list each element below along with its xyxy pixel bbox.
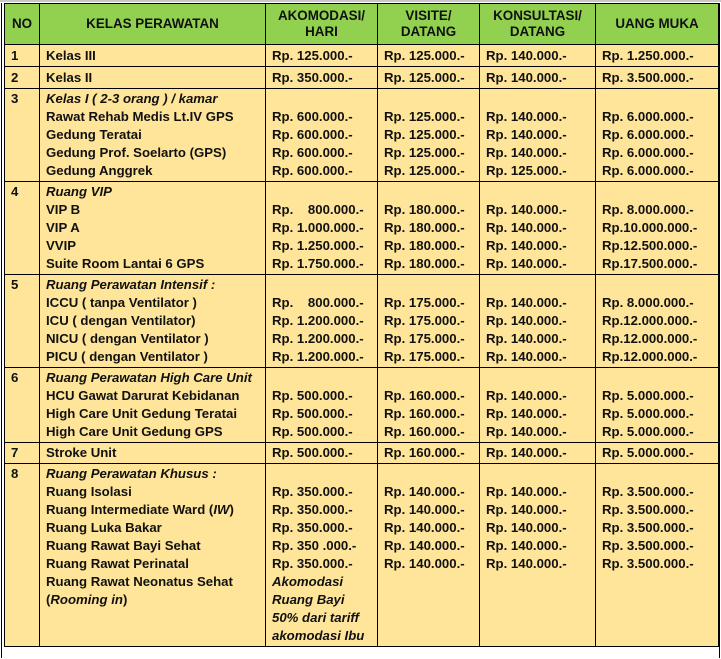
row-akomodasi: Rp. 125.000.- [266, 45, 378, 67]
row-uang-muka-cell [596, 275, 719, 368]
row-konsultasi: Rp. 140.000.- [480, 67, 596, 89]
header-uang-muka: UANG MUKA [596, 4, 719, 45]
item-konsultasi: Rp. 125.000.- [486, 163, 567, 178]
item-akomodasi: Rp. 600.000.- [272, 145, 353, 160]
item-name: Gedung Teratai [46, 127, 142, 142]
row-akomodasi-cell [266, 275, 378, 368]
item-konsultasi: Rp. 140.000.- [486, 331, 567, 346]
item-akomodasi: Rp. 1.750.000.- [272, 256, 364, 271]
item-name: VVIP [46, 238, 77, 253]
row-konsultasi-cell [480, 464, 596, 647]
item-visite: Rp. 180.000.- [384, 256, 465, 271]
header-konsultasi [480, 4, 596, 45]
item-konsultasi: Rp. 140.000.- [486, 388, 567, 403]
row-uang-muka-cell [596, 89, 719, 182]
item-name-prefix: Ruang Intermediate Ward ( [46, 502, 214, 517]
item-akomodasi: Rp. 600.000.- [272, 163, 353, 178]
item-name: Ruang Rawat Neonatus Sehat [46, 574, 233, 589]
header-row [5, 4, 719, 45]
table-row-group [5, 368, 719, 443]
item-name: Gedung Prof. Soelarto (GPS) [46, 145, 227, 160]
header-kelas: KELAS PERAWATAN [40, 4, 266, 45]
item-visite: Rp. 175.000.- [384, 313, 465, 328]
item-konsultasi: Rp. 140.000.- [486, 349, 567, 364]
akomodasi-note: Ruang Bayi [272, 592, 345, 607]
item-uang-muka: Rp. 6.000.000.- [602, 145, 694, 160]
row-visite-cell [378, 275, 480, 368]
row-no: 8 [5, 464, 40, 647]
item-name: Ruang Luka Bakar [46, 520, 162, 535]
item-akomodasi: Rp. 1.200.000.- [272, 349, 364, 364]
row-konsultasi-cell [480, 368, 596, 443]
item-uang-muka: Rp. 5.000.000.- [602, 406, 694, 421]
group-title: Ruang Perawatan High Care Unit [46, 370, 252, 385]
row-uang-muka: Rp. 5.000.000.- [596, 443, 719, 464]
item-akomodasi: Rp. 350.000.- [272, 484, 353, 499]
item-visite: Rp. 160.000.- [384, 388, 465, 403]
row-akomodasi-cell [266, 182, 378, 275]
item-akomodasi: Rp. 350 .000.- [272, 538, 357, 553]
item-akomodasi: Rp. 1.000.000.- [272, 220, 364, 235]
item-konsultasi: Rp. 140.000.- [486, 256, 567, 271]
row-name-cell [40, 182, 266, 275]
item-name: VIP B [46, 202, 81, 217]
row-visite-cell [378, 464, 480, 647]
item-name [46, 501, 259, 519]
item-visite: Rp. 180.000.- [384, 202, 465, 217]
item-akomodasi: Rp. 600.000.- [272, 127, 353, 142]
header-akomodasi [266, 4, 378, 45]
item-akomodasi: Rp. 500.000.- [272, 406, 353, 421]
row-konsultasi: Rp. 140.000.- [480, 443, 596, 464]
item-name: HCU Gawat Darurat Kebidanan [46, 388, 240, 403]
header-visite-line1: VISITE/ [405, 8, 452, 23]
item-konsultasi: Rp. 140.000.- [486, 424, 567, 439]
group-title: Kelas I ( 2-3 orang ) / kamar [46, 91, 218, 106]
item-konsultasi: Rp. 140.000.- [486, 109, 567, 124]
outer-border-left [1, 3, 2, 658]
item-uang-muka: Rp. 3.500.000.- [602, 538, 694, 553]
row-visite: Rp. 160.000.- [378, 443, 480, 464]
item-akomodasi: Rp. 600.000.- [272, 109, 353, 124]
item-uang-muka: Rp. 6.000.000.- [602, 163, 694, 178]
row-visite: Rp. 125.000.- [378, 67, 480, 89]
header-akomodasi-line2: HARI [305, 24, 338, 39]
row-uang-muka-cell [596, 464, 719, 647]
item-visite: Rp. 125.000.- [384, 145, 465, 160]
item-visite: Rp. 140.000.- [384, 484, 465, 499]
row-akomodasi-cell [266, 464, 378, 647]
outer-border-right [719, 3, 720, 658]
item-konsultasi: Rp. 140.000.- [486, 556, 567, 571]
table-row [5, 67, 719, 89]
item-konsultasi: Rp. 140.000.- [486, 145, 567, 160]
item-name-italic: Rooming in [50, 592, 123, 607]
item-uang-muka: Rp.12.000.000.- [602, 313, 698, 328]
item-akomodasi: Rp. 1.200.000.- [272, 313, 364, 328]
item-uang-muka: Rp. 3.500.000.- [602, 484, 694, 499]
row-name: Stroke Unit [40, 443, 266, 464]
row-name-cell [40, 464, 266, 647]
item-konsultasi: Rp. 140.000.- [486, 127, 567, 142]
item-konsultasi: Rp. 140.000.- [486, 220, 567, 235]
item-visite: Rp. 180.000.- [384, 220, 465, 235]
row-visite-cell [378, 89, 480, 182]
group-title: Ruang Perawatan Intensif : [46, 277, 216, 292]
header-visite-line2: DATANG [400, 24, 457, 39]
row-konsultasi-cell [480, 182, 596, 275]
table-row-group [5, 275, 719, 368]
item-visite: Rp. 160.000.- [384, 424, 465, 439]
item-uang-muka: Rp.10.000.000.- [602, 220, 698, 235]
row-uang-muka: Rp. 3.500.000.- [596, 67, 719, 89]
item-konsultasi: Rp. 140.000.- [486, 202, 567, 217]
header-visite [378, 4, 480, 45]
item-konsultasi: Rp. 140.000.- [486, 406, 567, 421]
row-uang-muka-cell [596, 182, 719, 275]
table-row-group [5, 89, 719, 182]
item-uang-muka: Rp.12.500.000.- [602, 238, 698, 253]
row-no: 4 [5, 182, 40, 275]
row-no: 3 [5, 89, 40, 182]
item-uang-muka: Rp. 3.500.000.- [602, 520, 694, 535]
item-konsultasi: Rp. 140.000.- [486, 502, 567, 517]
item-name-line2 [46, 591, 259, 609]
item-visite: Rp. 175.000.- [384, 331, 465, 346]
item-uang-muka: Rp. 5.000.000.- [602, 388, 694, 403]
item-name: PICU ( dengan Ventilator ) [46, 349, 208, 364]
row-no: 6 [5, 368, 40, 443]
header-konsultasi-line2: DATANG [509, 24, 566, 39]
item-uang-muka: Rp. 3.500.000.- [602, 502, 694, 517]
item-visite: Rp. 175.000.- [384, 295, 465, 310]
item-akomodasi: Rp. 350.000.- [272, 502, 353, 517]
row-akomodasi-cell [266, 368, 378, 443]
item-visite: Rp. 140.000.- [384, 556, 465, 571]
row-akomodasi-cell [266, 89, 378, 182]
row-no: 2 [5, 67, 40, 89]
item-uang-muka: Rp. 3.500.000.- [602, 556, 694, 571]
item-uang-muka: Rp. 6.000.000.- [602, 127, 694, 142]
item-akomodasi: Rp. 1.250.000.- [272, 238, 364, 253]
item-akomodasi: Rp. 350.000.- [272, 520, 353, 535]
row-konsultasi: Rp. 140.000.- [480, 45, 596, 67]
item-visite: Rp. 160.000.- [384, 406, 465, 421]
tariff-table [4, 3, 719, 647]
item-visite: Rp. 125.000.- [384, 109, 465, 124]
row-no: 7 [5, 443, 40, 464]
item-name: Ruang Rawat Bayi Sehat [46, 538, 201, 553]
item-name: Ruang Isolasi [46, 484, 132, 499]
item-akomodasi: Rp. 350.000.- [272, 556, 353, 571]
item-name: ICCU ( tanpa Ventilator ) [46, 295, 197, 310]
item-akomodasi: Rp. 1.200.000.- [272, 331, 364, 346]
table-row [5, 443, 719, 464]
item-name: Rawat Rehab Medis Lt.IV GPS [46, 109, 234, 124]
header-akomodasi-line1: AKOMODASI/ [277, 8, 366, 23]
item-visite: Rp. 125.000.- [384, 127, 465, 142]
header-no: NO [5, 4, 40, 45]
item-akomodasi: Rp. 800.000.- [272, 202, 364, 217]
row-visite: Rp. 125.000.- [378, 45, 480, 67]
group-title: Ruang VIP [46, 184, 112, 199]
item-konsultasi: Rp. 140.000.- [486, 484, 567, 499]
row-uang-muka-cell [596, 368, 719, 443]
item-name: Suite Room Lantai 6 GPS [46, 256, 205, 271]
item-name: Gedung Anggrek [46, 163, 153, 178]
item-uang-muka: Rp. 8.000.000.- [602, 202, 694, 217]
row-name: Kelas II [40, 67, 266, 89]
item-visite: Rp. 140.000.- [384, 502, 465, 517]
item-konsultasi: Rp. 140.000.- [486, 538, 567, 553]
item-name: VIP A [46, 220, 80, 235]
row-name-cell [40, 89, 266, 182]
row-akomodasi: Rp. 350.000.- [266, 67, 378, 89]
item-konsultasi: Rp. 140.000.- [486, 520, 567, 535]
row-name-cell [40, 275, 266, 368]
item-name: ICU ( dengan Ventilator) [46, 313, 196, 328]
item-uang-muka: Rp. 6.000.000.- [602, 109, 694, 124]
top-edge-line [0, 0, 721, 2]
group-title: Ruang Perawatan Khusus : [46, 466, 217, 481]
item-visite: Rp. 180.000.- [384, 238, 465, 253]
item-visite: Rp. 175.000.- [384, 349, 465, 364]
item-visite: Rp. 140.000.- [384, 520, 465, 535]
row-akomodasi: Rp. 500.000.- [266, 443, 378, 464]
item-visite: Rp. 125.000.- [384, 163, 465, 178]
table-row [5, 45, 719, 67]
item-uang-muka: Rp.12.000.000.- [602, 349, 698, 364]
row-konsultasi-cell [480, 275, 596, 368]
item-akomodasi: Rp. 800.000.- [272, 295, 364, 310]
row-uang-muka: Rp. 1.250.000.- [596, 45, 719, 67]
item-uang-muka: Rp.17.500.000.- [602, 256, 698, 271]
akomodasi-note: akomodasi Ibu [272, 628, 365, 643]
header-konsultasi-line1: KONSULTASI/ [493, 8, 582, 23]
item-name-italic: IW [213, 502, 230, 517]
row-name: Kelas III [40, 45, 266, 67]
item-uang-muka: Rp. 8.000.000.- [602, 295, 694, 310]
item-name: NICU ( dengan Ventilator ) [46, 331, 209, 346]
table-row-group [5, 464, 719, 647]
row-no: 1 [5, 45, 40, 67]
item-uang-muka: Rp.12.000.000.- [602, 331, 698, 346]
item-name-suffix: ) [229, 502, 234, 517]
row-name-cell [40, 368, 266, 443]
item-akomodasi: Rp. 500.000.- [272, 424, 353, 439]
item-name-prefix: ( [46, 592, 51, 607]
row-konsultasi-cell [480, 89, 596, 182]
item-name: High Care Unit Gedung GPS [46, 424, 223, 439]
item-konsultasi: Rp. 140.000.- [486, 313, 567, 328]
item-konsultasi: Rp. 140.000.- [486, 238, 567, 253]
item-name: Ruang Rawat Perinatal [46, 556, 189, 571]
item-konsultasi: Rp. 140.000.- [486, 295, 567, 310]
item-name: High Care Unit Gedung Teratai [46, 406, 237, 421]
item-akomodasi: Rp. 500.000.- [272, 388, 353, 403]
akomodasi-note: 50% dari tariff [272, 610, 359, 625]
item-uang-muka: Rp. 5.000.000.- [602, 424, 694, 439]
row-visite-cell [378, 182, 480, 275]
row-visite-cell [378, 368, 480, 443]
row-no: 5 [5, 275, 40, 368]
akomodasi-note: Akomodasi [272, 574, 344, 589]
item-name-suffix: ) [122, 592, 128, 607]
item-visite: Rp. 140.000.- [384, 538, 465, 553]
table-row-group [5, 182, 719, 275]
